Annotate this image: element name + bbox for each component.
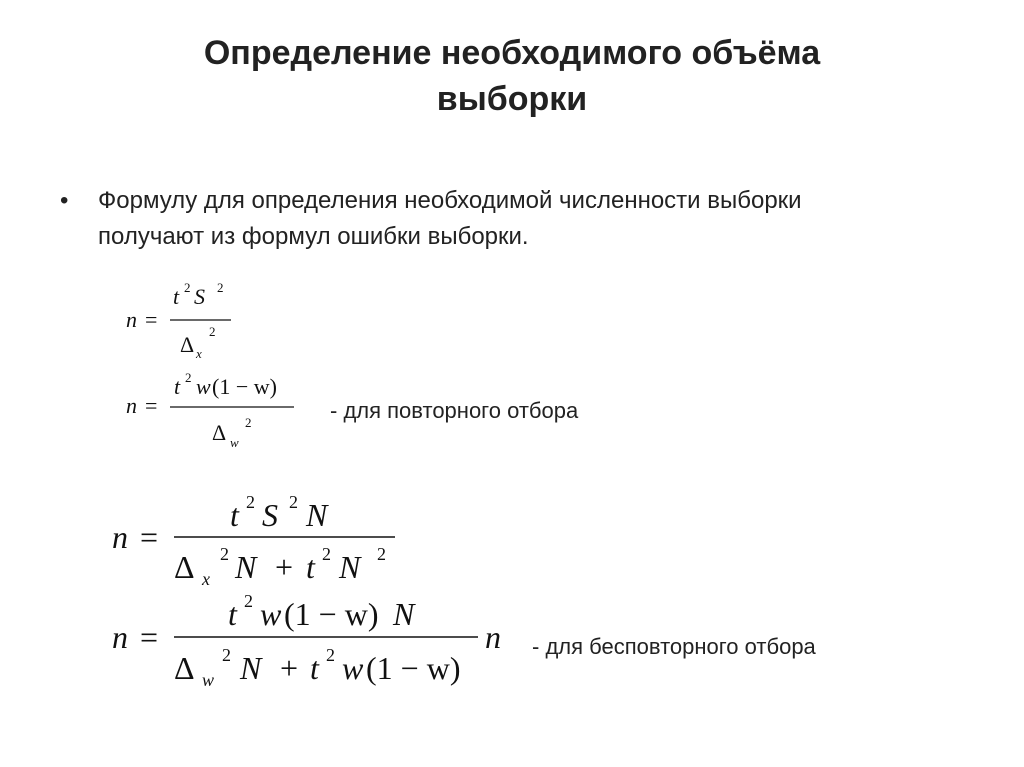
f3-t: t (230, 497, 239, 533)
f3-S: S (262, 497, 278, 533)
f3-N2: N (339, 549, 361, 585)
f4-one-minus-w2: (1 − w) (366, 650, 461, 686)
f3-S-exp: 2 (289, 492, 298, 512)
f3-plus: + (275, 549, 294, 585)
formula-4 (112, 591, 501, 690)
f2-eq: = (145, 393, 158, 418)
f3-delta: Δ (174, 549, 195, 585)
f4-w2: w (342, 650, 364, 686)
f1-delta: Δ (180, 332, 195, 357)
f4-one-minus-w: (1 − w) (284, 596, 379, 632)
f1-n: n (126, 307, 137, 332)
f4-n: n (112, 619, 128, 655)
f2-delta-sub: w (230, 435, 239, 450)
formula-1 (126, 280, 231, 361)
f1-eq: = (145, 307, 158, 332)
f4-t2-exp: 2 (326, 645, 335, 665)
f3-N2-exp: 2 (377, 544, 386, 564)
f3-t-exp: 2 (246, 492, 255, 512)
f2-t-exp: 2 (185, 370, 192, 385)
f2-delta-exp: 2 (245, 415, 252, 430)
f4-w: w (260, 596, 282, 632)
formula-3 (112, 492, 395, 589)
bullet-line-1: Формулу для определения необходимой численности выборки (98, 187, 802, 214)
f3-N: N (306, 497, 328, 533)
f1-delta-sub: x (196, 346, 202, 361)
f3-N1: N (235, 549, 257, 585)
f1-t-exp: 2 (184, 280, 191, 295)
f2-w: w (196, 374, 211, 399)
f4-n-trailing: n (485, 619, 501, 655)
f3-t2: t (306, 549, 315, 585)
f4-N1: N (240, 650, 262, 686)
f3-eq: = (140, 519, 159, 555)
note-repeated-sampling: - для повторного отбора (330, 398, 579, 423)
f1-t: t (173, 284, 180, 309)
f4-N: N (393, 596, 415, 632)
f4-delta-exp: 2 (222, 645, 231, 665)
f1-delta-exp: 2 (209, 324, 216, 339)
f4-eq: = (140, 619, 159, 655)
bullet-icon: • (60, 187, 69, 214)
f1-S: S (194, 284, 205, 309)
f2-delta: Δ (212, 420, 227, 445)
f3-t2-exp: 2 (322, 544, 331, 564)
f4-t: t (228, 596, 237, 632)
bullet-line-2: получают из формул ошибки выборки. (98, 223, 529, 250)
title-line-1: Определение необходимого объёма (203, 34, 821, 72)
title-line-2: выборки (436, 80, 588, 118)
f3-delta-sub: x (202, 569, 210, 589)
f4-t2: t (310, 650, 319, 686)
f4-plus: + (280, 650, 299, 686)
formula-2 (126, 370, 294, 450)
f2-n: n (126, 393, 137, 418)
f4-delta: Δ (174, 650, 195, 686)
f2-t: t (174, 374, 181, 399)
f3-n: n (112, 519, 128, 555)
f4-t-exp: 2 (244, 591, 253, 611)
f4-delta-sub: w (202, 670, 215, 690)
f2-one-minus-w: (1 − w) (212, 374, 277, 399)
f1-S-exp: 2 (217, 280, 224, 295)
f3-delta-exp: 2 (220, 544, 229, 564)
note-nonrepeated-sampling: - для бесповторного отбора (532, 634, 816, 659)
